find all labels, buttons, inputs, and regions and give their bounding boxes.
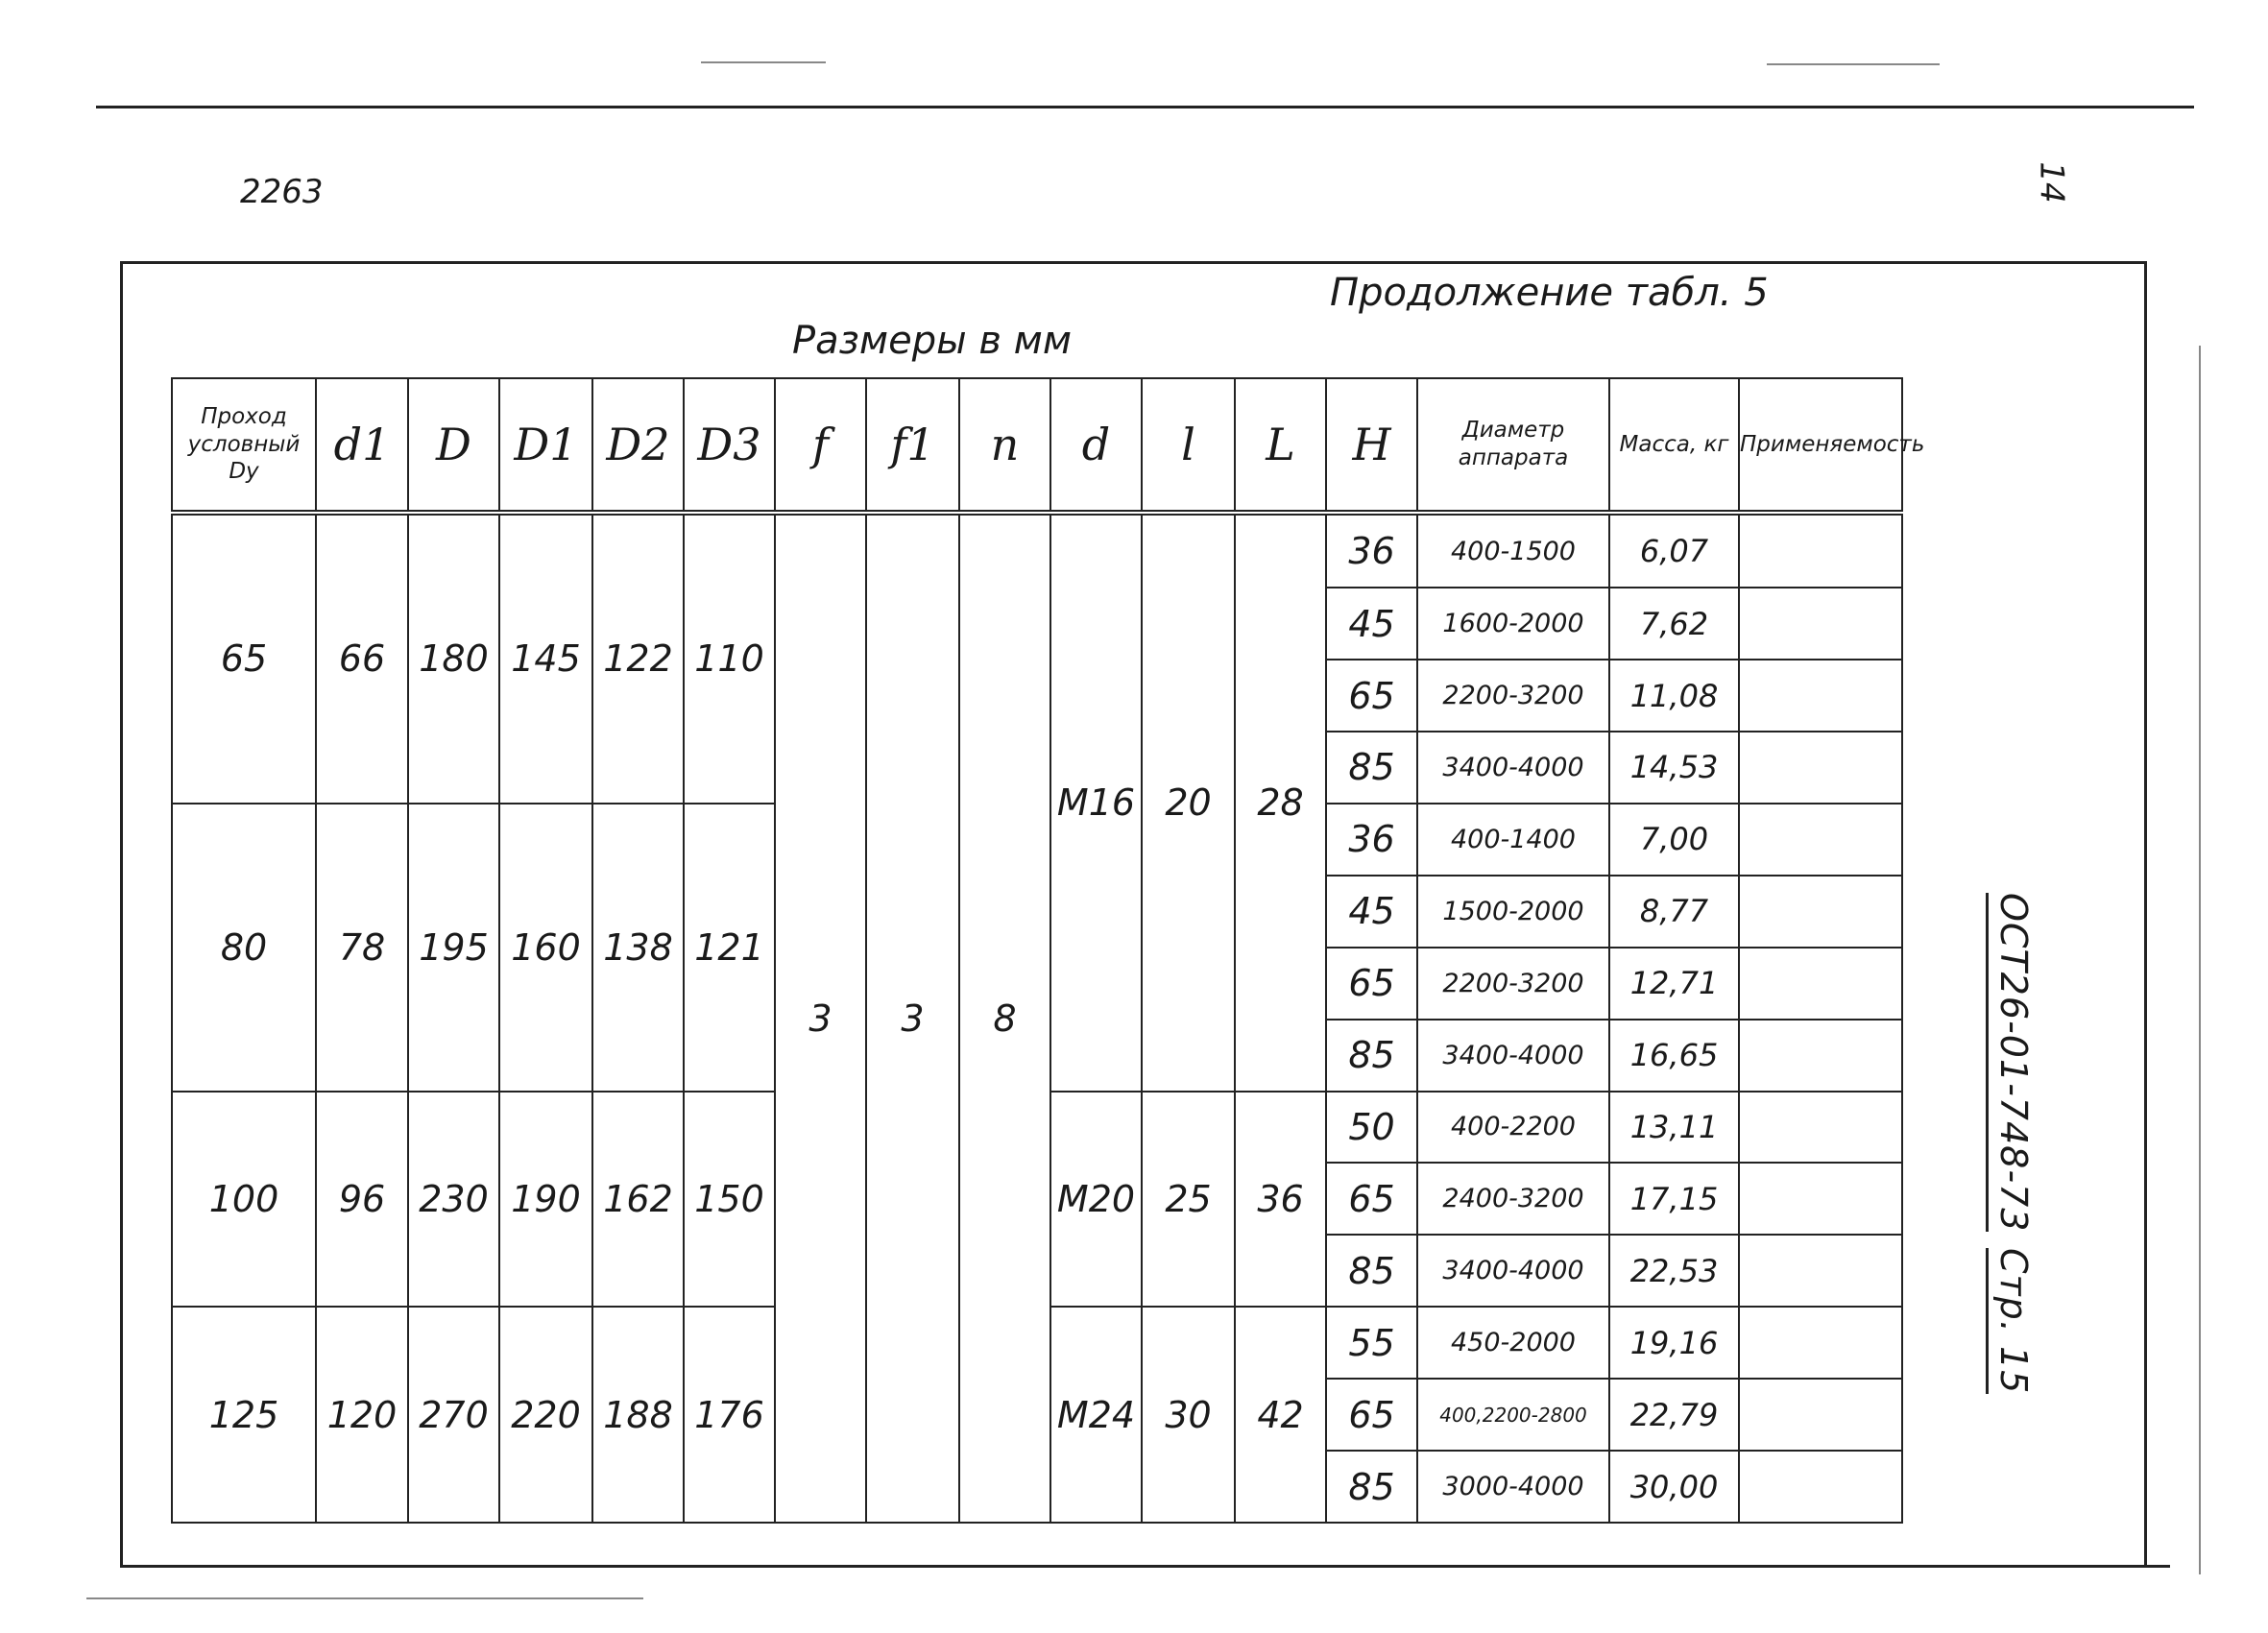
top-mark-2	[1767, 63, 1940, 65]
cell-diameter: 2200-3200	[1417, 948, 1609, 1020]
cell-applicability	[1739, 513, 1902, 588]
cell-mass: 19,16	[1609, 1307, 1739, 1379]
cell-H: 65	[1326, 1379, 1417, 1451]
col-L: L	[1235, 378, 1326, 513]
cell-H: 85	[1326, 1451, 1417, 1523]
col-applicability: Применяемость	[1739, 378, 1902, 513]
cell-applicability	[1739, 1451, 1902, 1523]
cell-diameter: 400,2200-2800	[1417, 1379, 1609, 1451]
cell-diameter: 2400-3200	[1417, 1163, 1609, 1235]
cell-dy: 65	[172, 513, 316, 804]
cell-H: 65	[1326, 660, 1417, 732]
cell-mass: 22,53	[1609, 1235, 1739, 1307]
col-d: d	[1050, 378, 1142, 513]
cell-mass: 12,71	[1609, 948, 1739, 1020]
cell-H: 45	[1326, 876, 1417, 948]
cell-d1: 120	[316, 1307, 408, 1523]
cell-diameter: 400-1500	[1417, 513, 1609, 588]
frame-left	[120, 261, 123, 1567]
cell-diameter: 1600-2000	[1417, 588, 1609, 660]
side-stamp	[1947, 893, 2053, 1546]
cell-D: 195	[408, 804, 499, 1092]
cell-applicability	[1739, 660, 1902, 732]
cell-D1: 145	[499, 513, 592, 804]
top-mark-1	[701, 61, 826, 63]
cell-H: 85	[1326, 1020, 1417, 1092]
cell-bolt-L: 42	[1235, 1307, 1326, 1523]
cell-diameter: 2200-3200	[1417, 660, 1609, 732]
cell-bolt-d: M16	[1050, 513, 1142, 1092]
cell-applicability	[1739, 1307, 1902, 1379]
cell-applicability	[1739, 1020, 1902, 1092]
cell-H: 50	[1326, 1092, 1417, 1164]
cell-diameter: 1500-2000	[1417, 876, 1609, 948]
col-apparatus-diameter: Диаметр аппарата	[1417, 378, 1609, 513]
cell-applicability	[1739, 1092, 1902, 1164]
bottom-rule	[86, 1597, 643, 1599]
cell-mass: 30,00	[1609, 1451, 1739, 1523]
cell-n: 8	[959, 513, 1050, 1523]
col-l: l	[1142, 378, 1235, 513]
cell-D: 230	[408, 1092, 499, 1308]
col-n: n	[959, 378, 1050, 513]
cell-bolt-l: 25	[1142, 1092, 1235, 1308]
cell-d1: 96	[316, 1092, 408, 1308]
col-d1: d1	[316, 378, 408, 513]
col-D3: D3	[684, 378, 775, 513]
standard-designation: ОСТ26-01-748-73	[1986, 893, 2035, 1232]
cell-D2: 188	[592, 1307, 684, 1523]
cell-f1: 3	[866, 513, 959, 1523]
col-mass: Масса, кг	[1609, 378, 1739, 513]
dimensions-table	[171, 377, 1925, 1524]
cell-diameter: 3000-4000	[1417, 1451, 1609, 1523]
col-f1: f1	[866, 378, 959, 513]
frame-right	[2144, 261, 2147, 1567]
cell-D1: 220	[499, 1307, 592, 1523]
cell-bolt-d: M20	[1050, 1092, 1142, 1308]
cell-bolt-l: 20	[1142, 513, 1235, 1092]
cell-f: 3	[775, 513, 866, 1523]
cell-applicability	[1739, 876, 1902, 948]
table-continuation-caption: Продолжение табл. 5	[1330, 271, 1769, 315]
cell-mass: 17,15	[1609, 1163, 1739, 1235]
cell-bolt-L: 28	[1235, 513, 1326, 1092]
cell-applicability	[1739, 804, 1902, 876]
cell-d1: 78	[316, 804, 408, 1092]
cell-mass: 7,62	[1609, 588, 1739, 660]
cell-bolt-d: M24	[1050, 1307, 1142, 1523]
cell-D1: 160	[499, 804, 592, 1092]
cell-dy: 80	[172, 804, 316, 1092]
cell-dy: 125	[172, 1307, 316, 1523]
col-D1: D1	[499, 378, 592, 513]
cell-d1: 66	[316, 513, 408, 804]
top-rule	[96, 106, 2194, 108]
col-D2: D2	[592, 378, 684, 513]
cell-mass: 11,08	[1609, 660, 1739, 732]
cell-mass: 16,65	[1609, 1020, 1739, 1092]
cell-D2: 122	[592, 513, 684, 804]
cell-diameter: 3400-4000	[1417, 1235, 1609, 1307]
cell-mass: 8,77	[1609, 876, 1739, 948]
corner-page-number: 14	[2032, 161, 2071, 204]
cell-mass: 13,11	[1609, 1092, 1739, 1164]
cell-H: 65	[1326, 948, 1417, 1020]
cell-diameter: 3400-4000	[1417, 1020, 1609, 1092]
cell-applicability	[1739, 588, 1902, 660]
cell-H: 85	[1326, 1235, 1417, 1307]
cell-H: 85	[1326, 732, 1417, 804]
cell-diameter: 400-2200	[1417, 1092, 1609, 1164]
frame-bottom	[120, 1565, 2170, 1568]
cell-mass: 6,07	[1609, 513, 1739, 588]
cell-H: 36	[1326, 804, 1417, 876]
right-edge	[2199, 346, 2201, 1574]
cell-diameter: 450-2000	[1417, 1307, 1609, 1379]
cell-D3: 110	[684, 513, 775, 804]
cell-D: 270	[408, 1307, 499, 1523]
cell-mass: 22,79	[1609, 1379, 1739, 1451]
cell-H: 65	[1326, 1163, 1417, 1235]
cell-mass: 7,00	[1609, 804, 1739, 876]
cell-H: 55	[1326, 1307, 1417, 1379]
cell-D3: 176	[684, 1307, 775, 1523]
cell-D3: 121	[684, 804, 775, 1092]
cell-applicability	[1739, 732, 1902, 804]
cell-H: 45	[1326, 588, 1417, 660]
table-row	[172, 513, 1902, 588]
cell-D1: 190	[499, 1092, 592, 1308]
cell-applicability	[1739, 948, 1902, 1020]
table-header-row	[172, 378, 1902, 513]
cell-mass: 14,53	[1609, 732, 1739, 804]
cell-diameter: 400-1400	[1417, 804, 1609, 876]
cell-H: 36	[1326, 513, 1417, 588]
cell-diameter: 3400-4000	[1417, 732, 1609, 804]
cell-applicability	[1739, 1379, 1902, 1451]
col-H: H	[1326, 378, 1417, 513]
units-caption: Размеры в мм	[792, 319, 1073, 363]
cell-bolt-L: 36	[1235, 1092, 1326, 1308]
cell-D2: 162	[592, 1092, 684, 1308]
cell-dy: 100	[172, 1092, 316, 1308]
col-dy: Проход условный Dy	[172, 378, 316, 513]
cell-D: 180	[408, 513, 499, 804]
cell-applicability	[1739, 1235, 1902, 1307]
col-D: D	[408, 378, 499, 513]
cell-D3: 150	[684, 1092, 775, 1308]
cell-applicability	[1739, 1163, 1902, 1235]
col-f: f	[775, 378, 866, 513]
sheet-number: 2263	[240, 173, 324, 211]
cell-D2: 138	[592, 804, 684, 1092]
page-label: Стр. 15	[1986, 1248, 2035, 1394]
frame-top	[120, 261, 2146, 264]
cell-bolt-l: 30	[1142, 1307, 1235, 1523]
